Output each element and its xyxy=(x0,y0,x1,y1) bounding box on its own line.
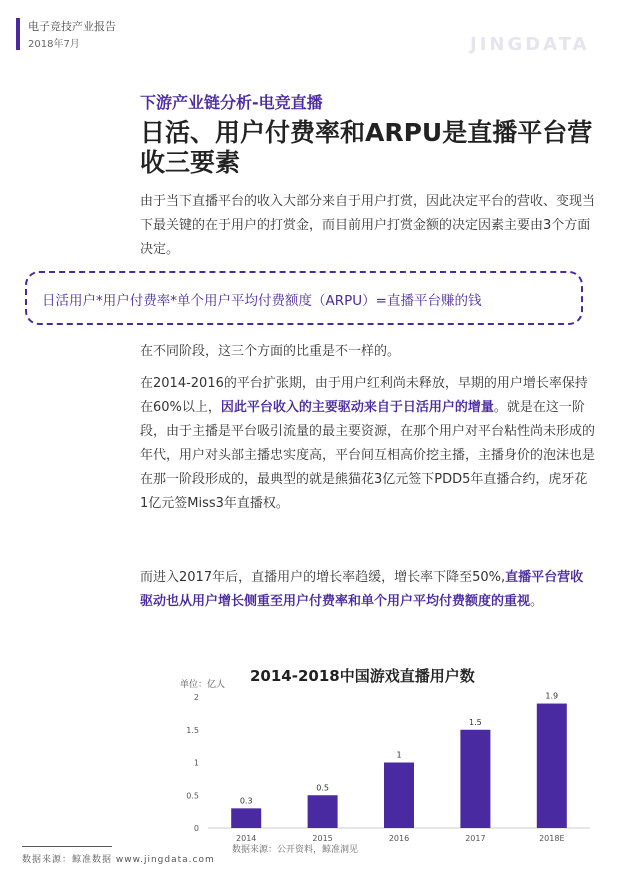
chart-unit-label: 单位：亿人 xyxy=(180,680,226,690)
x-tick-label-2017: 2017 xyxy=(465,834,486,843)
chart-title: 2014-2018中国游戏直播用户数 xyxy=(250,667,475,685)
intro-paragraph: 由于当下直播平台的收入大部分来自于用户打赏，因此决定平台的营收、变现当下最关键的在于用户的打赏金，而目前用户打赏金额的决定因素主要由3个方面决定。 xyxy=(140,194,596,257)
report-name: 电子竞技产业报告 xyxy=(28,20,116,33)
bar-2017 xyxy=(460,730,490,828)
formula-text: 日活用户*用户付费率*单个用户平均付费额度（ARPU）=直播平台赚的钱 xyxy=(42,293,482,309)
data-label-2016: 1 xyxy=(396,750,402,760)
bar-2015 xyxy=(308,795,338,828)
data-label-2014: 0.3 xyxy=(239,796,253,806)
bar-2014 xyxy=(231,808,261,828)
y-tick-label-4: 2 xyxy=(193,693,199,702)
x-tick-label-2015: 2015 xyxy=(312,834,333,843)
data-label-2018E: 1.9 xyxy=(545,691,559,701)
y-tick-label-2: 1 xyxy=(193,758,199,768)
paragraph-expansion-text-c: 。就是在这一阶段，由于主播是平台吸引流量的最主要资源，在那个用户对平台粘性尚未形成的年代，用户对头部主播忠实度高，平台间互相高价挖主播，主播身价的泡沫也是在那一阶段形成的，最典型的就是熊猫花3亿元签下PDD5年直播合约，虎牙花1亿元签Miss3年直播权。 xyxy=(140,400,596,511)
x-tick-label-2016: 2016 xyxy=(388,834,410,843)
paragraph-2017-highlight: 直播平台营收驱动也从用户增长侧重至用户付费率和单个用户平均付费额度的重视 xyxy=(140,570,584,609)
paragraph-2017-text-a: 而进入2017年后，直播用户的增长率趋缓，增长率下降至50%, xyxy=(140,570,506,585)
x-tick-label-2014: 2014 xyxy=(236,834,257,843)
footer-source: 数据来源：鲸准数据 www.jingdata.com xyxy=(22,855,215,865)
report-date: 2018年7月 xyxy=(28,39,80,50)
data-label-2015: 0.5 xyxy=(316,783,329,793)
y-tick-label-3: 1.5 xyxy=(186,725,199,735)
bar-2016 xyxy=(384,763,414,829)
x-tick-label-2018E: 2018E xyxy=(539,834,565,843)
paragraph-expansion-highlight: 因此平台收入的主要驱动来自于日活用户的增量 xyxy=(220,400,494,415)
y-tick-label-1: 0.5 xyxy=(186,791,199,801)
chart-source: 数据来源：公开资料，鲸准洞见 xyxy=(232,845,359,855)
paragraph-expansion-text-a: 在2014-2016的平台扩张期，由于用户红利尚未释放，早期的用户增长率保持在60%以上， xyxy=(140,376,588,415)
paragraph-stages: 在不同阶段，这三个方面的比重是不一样的。 xyxy=(140,344,401,359)
y-tick-label-0: 0 xyxy=(193,824,199,833)
watermark: JINGDATA xyxy=(470,34,590,55)
data-label-2017: 1.5 xyxy=(469,717,482,727)
bar-2018E xyxy=(537,704,567,828)
section-label: 下游产业链分析-电竞直播 xyxy=(140,93,323,112)
page-title: 日活、用户付费率和ARPU是直播平台营收三要素 xyxy=(140,118,593,177)
paragraph-2017-text-c: 。 xyxy=(530,594,544,609)
footer-divider xyxy=(22,846,112,847)
